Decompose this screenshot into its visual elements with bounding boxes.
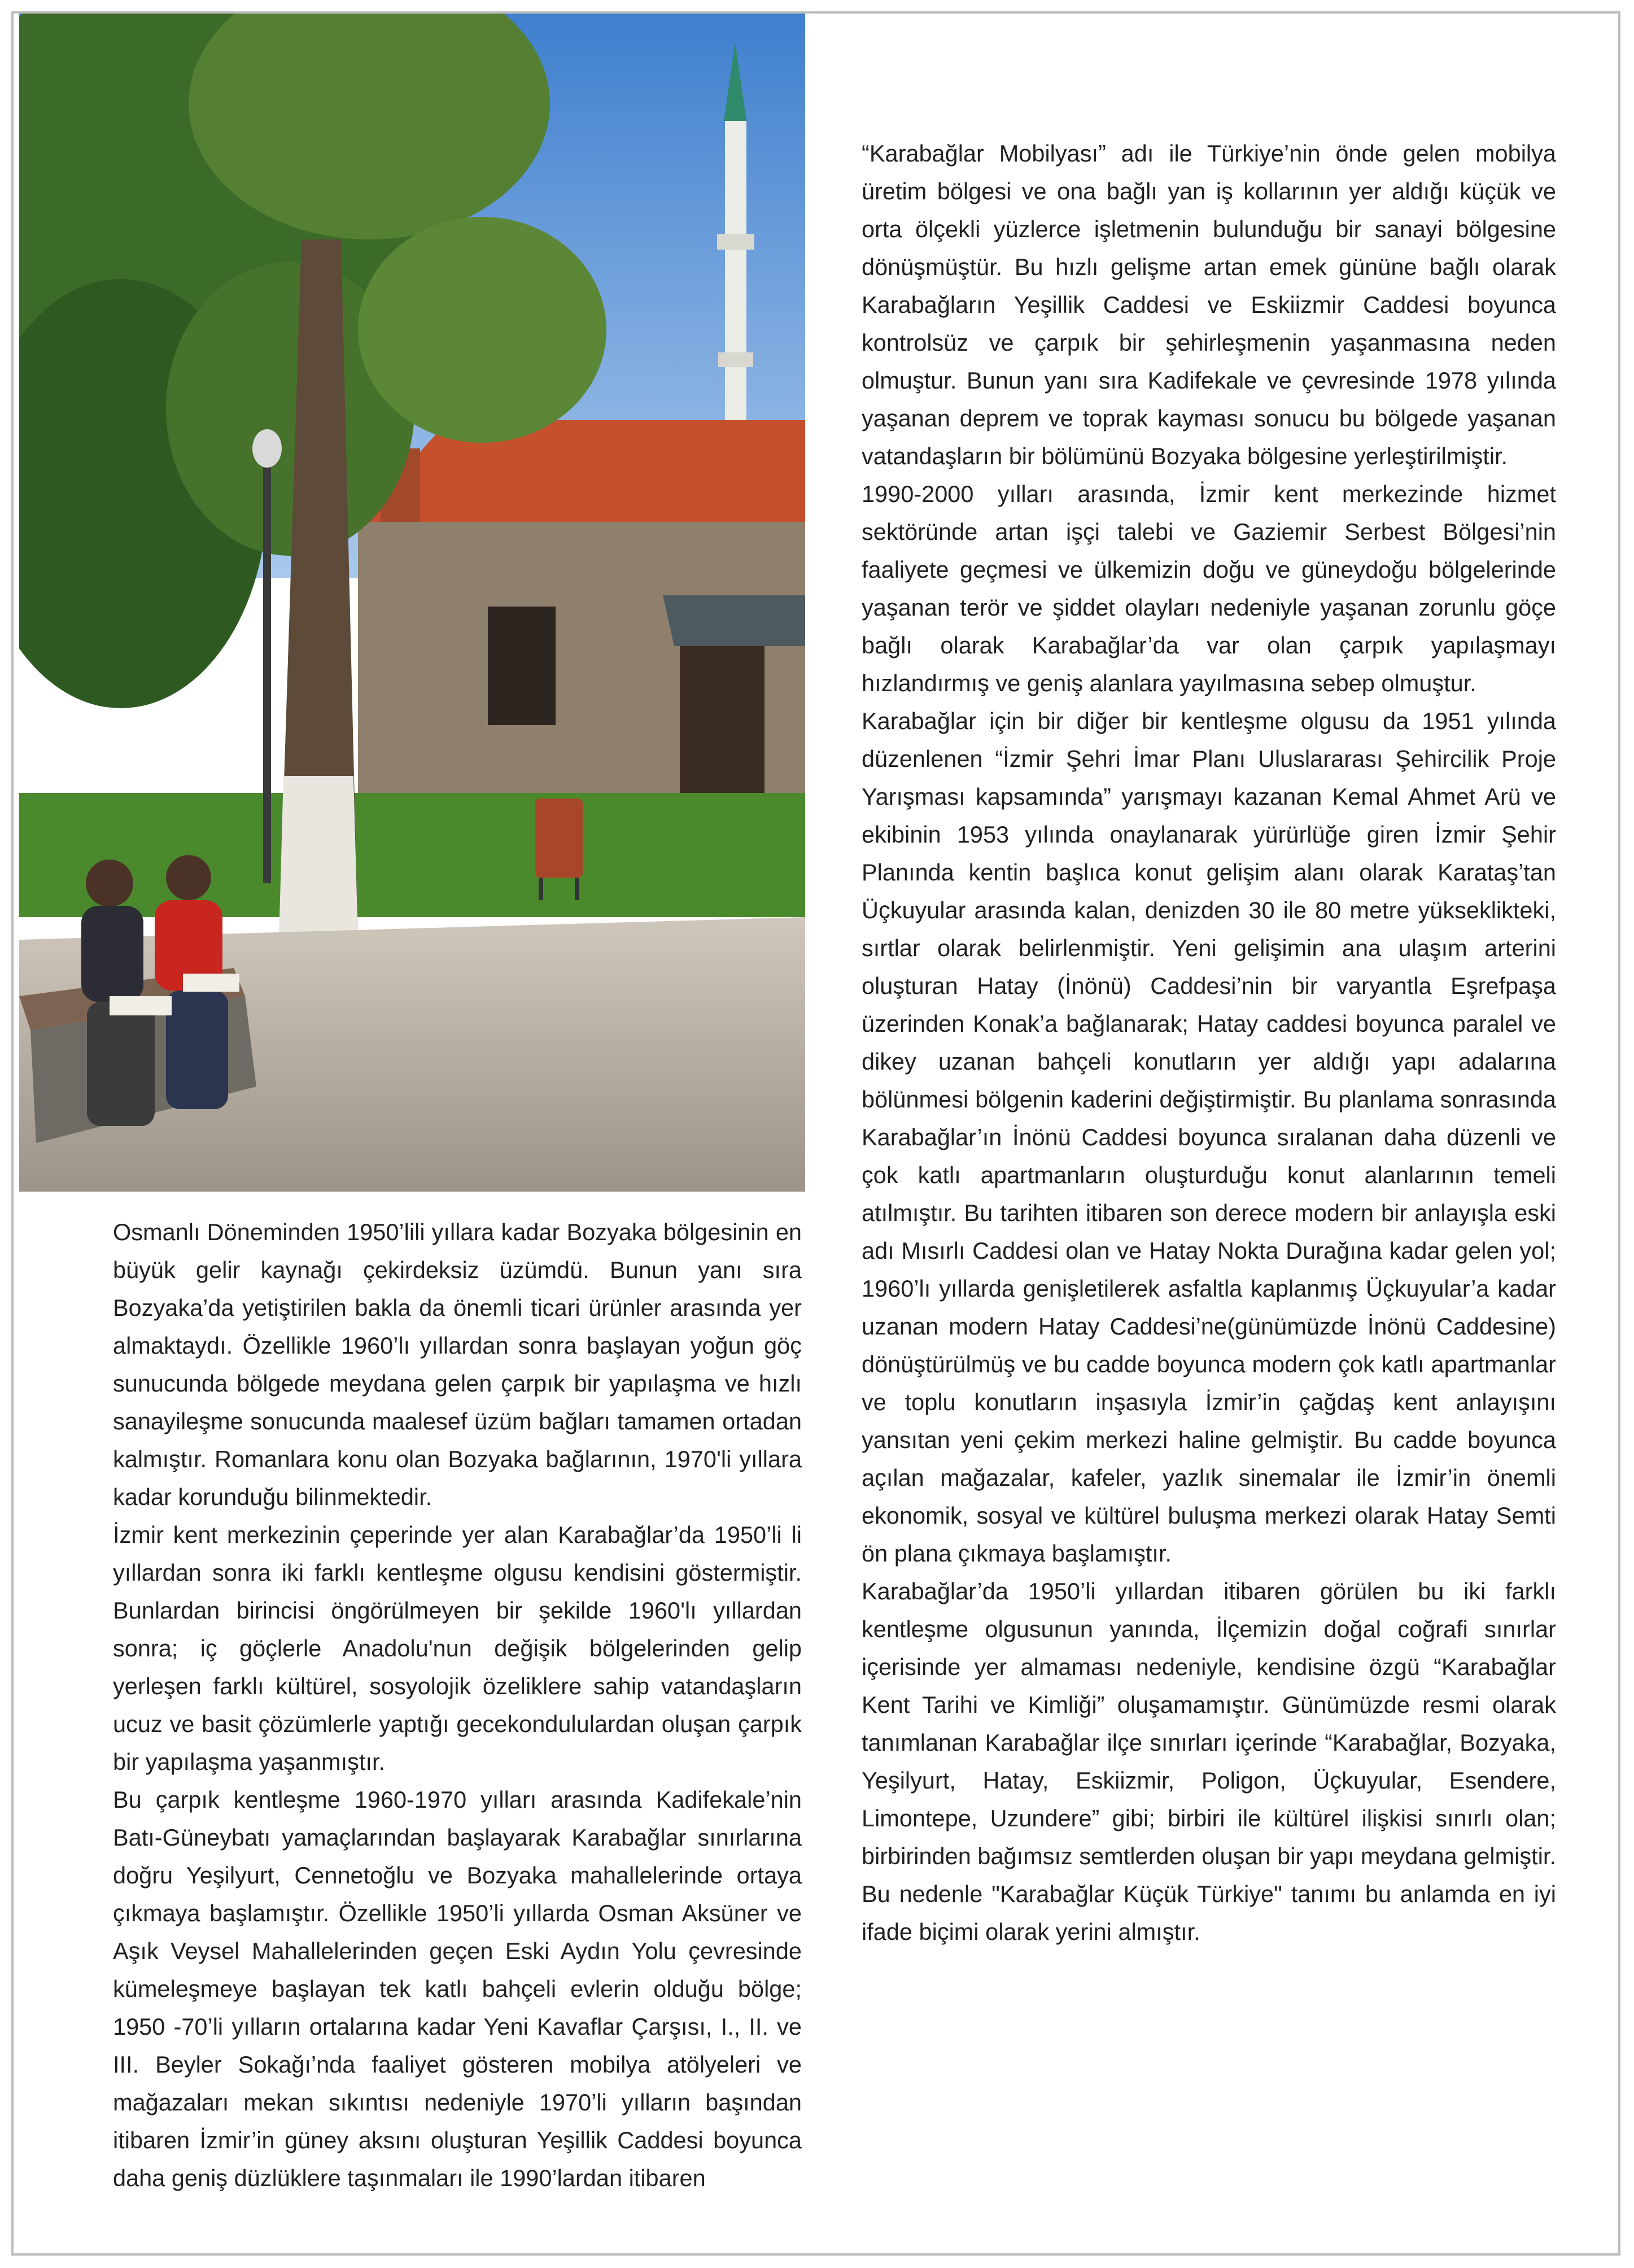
paragraph: 1990-2000 yılları arasında, İzmir kent merkezinde hizmet sektöründe artan işçi talebi ve Gaziemir Serbest Bölgesi’nin faaliyete geçmesi ve ülkemizin doğu ve güneydoğu bölgelerinde yaşanan terör ve şiddet olayları nedeniyle yaşanan zorunlu göçe bağlı olarak Karabağlar’da var olan çarpık yapılaşmayı hızlandırmış ve geniş alanlara yayılmasına sebep olmuştur. (862, 481, 1556, 696)
lawn (19, 793, 805, 917)
paragraph: Karabağlar için bir diğer bir kentleşme olgusu da 1951 yılında düzenlenen “İzmir Şehri İmar Planı Uluslararası Şehircilik Proje Yarışması kapsamında” yarışmayı kazanan Kemal Ahmet Arü ve ekibinin 1953 yılında onaylanarak yürürlüğe giren İzmir Şehir Planında kentin başlıca konut gelişim alanı olarak Karataş’tan Üçkuyular arasında kalan, denizden 30 ile 80 metre yükseklikteki, sırtlar olarak belirlenmiştir. Yeni gelişimin ana ulaşım arterini oluşturan Hatay (İnönü) Caddesi’nin bir varyantla Eşrefpaşa üzerinden Konak’a bağlanarak; Hatay caddesi boyunca paralel ve dikey uzanan bahçeli konutların yer aldığı yapı adalarına bölünmesi bölgenin kaderini değiştirmiştir. Bu planlama sonrasında Karabağlar’ın İnönü Caddesi boyunca sıralanan daha düzenli ve çok katlı apartmanların oluşturduğu konut alanlarının temeli atılmıştır. Bu tarihten itibaren son derece modern bir anlayışla eski adı Mısırlı Caddesi olan ve Hatay Nokta Durağına kadar gelen yol; 1960’lı yıllarda genişletilerek asfaltla kaplanmış Üçkuyular’a kadar uzanan modern Hatay Caddesi’ne(günümüzde İnönü Caddesine) dönüştürülmüş ve bu cadde boyunca modern çok katlı apartmanlar ve toplu konutların inşasıyla İzmir’in çağdaş kent anlayışını yansıtan yeni çekim merkezi haline gelmiştir. Bu cadde boyunca açılan mağazalar, kafeler, yazlık sinemalar ile İzmir’in önemli ekonomik, sosyal ve kültürel buluşma merkezi olarak Hatay Semti ön plana çıkmaya başlamıştır. (862, 708, 1556, 1567)
paragraph: “Karabağlar Mobilyası” adı ile Türkiye’nin önde gelen mobilya üretim bölgesi ve ona bağlı yan iş kollarının yer aldığı küçük ve orta ölçekli yüzlerce işletmenin bulunduğu bir sanayi bölgesine dönüşmüştür. Bu hızlı gelişme artan emek gününe bağlı olarak Karabağların Yeşillik Caddesi ve Eskiizmir Caddesi boyunca kontrolsüz ve çarpık bir şehirleşmenin yaşanmasına neden olmuştur. Bunun yanı sıra Kadifekale ve çevresinde 1978 yılında yaşanan deprem ve toprak kayması sonucu bu bölgede yaşanan vatandaşların bir bölümünü Bozyaka bölgesine yerleştirilmiştir. (862, 140, 1556, 469)
mosque-park-photo (19, 14, 805, 1192)
paragraph: Osmanlı Döneminden 1950’lili yıllara kadar Bozyaka bölgesinin en büyük gelir kaynağı çekirdeksiz üzümdü. Bunun yanı sıra Bozyaka’da yetiştirilen bakla da önemli ticari ürünler arasında yer almaktaydı. Özellikle 1960’lı yıllardan sonra başlayan yoğun göç sunucunda bölgede meydana gelen çarpık bir yapılaşma ve hızlı sanayileşme sonucunda maalesef üzüm bağları tamamen ortadan kalmıştır. Romanlara konu olan Bozyaka bağlarının, 1970'li yıllara kadar korunduğu bilinmektedir. (113, 1219, 802, 1510)
paragraph: İzmir kent merkezinin çeperinde yer alan Karabağlar’da 1950’li li yıllardan sonra iki farklı kentleşme olgusu kendisini göstermiştir. Bunlardan birincisi öngörülmeyen bir şekilde 1960'lı yıllardan sonra; iç göçlerle Anadolu'nun değişik bölgelerinden gelip yerleşen farklı kültürel, sosyolojik özeliklere sahip vatandaşların ucuz ve basit çözümlerle yaptığı gecekondululardan oluşan çarpık bir yapılaşma yaşanmıştır. (113, 1521, 802, 1775)
stone-house-icon (358, 420, 805, 849)
left-text-column (113, 1213, 802, 2197)
paragraph: Karabağlar’da 1950’li yıllardan itibaren görülen bu iki farklı kentleşme olgusunun yanında, İlçemizin doğal coğrafi sınırlar içerisinde yer almaması nedeniyle, kendisine özgü “Karabağlar Kent Tarihi ve Kimliği” oluşamamıştır. Günümüzde resmi olarak tanımlanan Karabağlar ilçe sınırları içerinde “Karabağlar, Bozyaka, Yeşilyurt, Hatay, Eskiizmir, Poligon, Üçkuyular, Esendere, Limontepe, Uzundere” gibi; birbiri ile kültürel ilişkisi sınırlı olan; birbirinden bağımsız semtlerden oluşan bir yapı meydana gelmiştir. Bu nedenle "Karabağlar Küçük Türkiye" tanımı bu anlamda en iyi ifade biçimi olarak yerini almıştır. (862, 1578, 1556, 1945)
photo-illustration (19, 14, 805, 1192)
right-text-column (862, 134, 1556, 1951)
paragraph: Bu çarpık kentleşme 1960-1970 yılları arasında Kadifekale’nin Batı-Güneybatı yamaçlarından başlayarak Karabağlar sınırlarına doğru Yeşilyurt, Cennetoğlu ve Bozyaka mahallelerinde ortaya çıkmaya başlamıştır. Özellikle 1950’li yıllarda Osman Aksüner ve Aşık Veysel Mahallelerinden geçen Eski Aydın Yolu çevresinde kümeleşmeye başlayan tek katlı bahçeli evlerin olduğu bölge; 1950 -70’li yılların ortalarına kadar Yeni Kavaflar Çarşısı, I., II. ve III. Beyler Sokağı’nda faaliyet gösteren mobilya atölyeleri ve mağazaları mekan sıkıntısı nedeniyle 1970’li yılların başından itibaren İzmir’in güney aksını oluşturan Yeşillik Caddesi boyunca daha geniş düzlüklere taşınmaları ile 1990’lardan itibaren (113, 1786, 802, 2191)
